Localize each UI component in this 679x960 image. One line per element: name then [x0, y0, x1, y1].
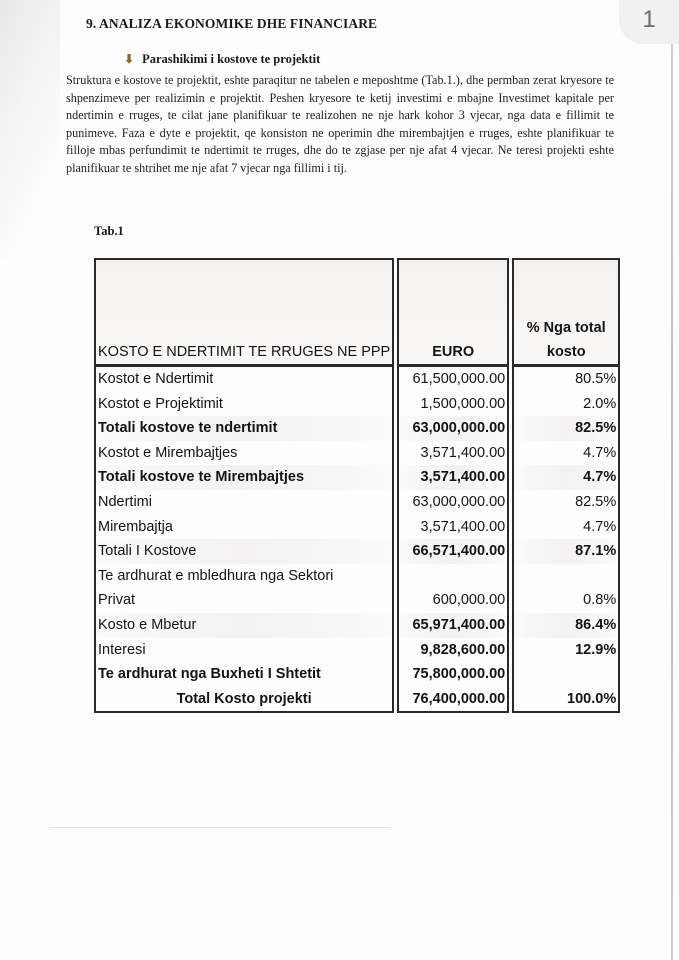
table-row: Privat 600,000.00 0.8% [94, 588, 620, 613]
table-row: Te ardhurat nga Buxheti I Shtetit 75,800,000.00 [94, 662, 620, 687]
table-row: Totali kostove te Mirembajtjes 3,571,400.00 4.7% [94, 465, 620, 490]
table-row: Kosto e Mbetur 65,971,400.00 86.4% [94, 613, 620, 638]
table-label: Tab.1 [94, 224, 124, 238]
page-curl-shadow [0, 0, 60, 260]
table-row: Totali I Kostove 66,571,400.00 87.1% [94, 539, 620, 564]
body-paragraph: Struktura e kostove te projektit, eshte paraqitur ne tabelen e meposhtme (Tab.1.), dhe permban zerat kryesore te shpenzimeve per realizimin e projektit. Peshen kryesore te ketij investimi e mbajne Investimet kapitale per ndertimin e rruges, te cilat jane planifikuar te realizohen ne nje hark kohor 3 vjecar, nga data e fillimit te punimeve. Faza e dyte e projektit, qe konsiston ne operimin dhe mirembajtjen e rruges, eshte planifikuar te filloje mbas perfundimit te ndertimit te rruges, dhe do te zgjase per nje afat 4 vjecar. Ne teresi projekti eshte planifikuar te shtrihet me nje afat 7 vjecar nga fillimi i tij. [66, 73, 614, 175]
table-row: Totali kostove te ndertimit 63,000,000.00 82.5% [94, 416, 620, 441]
subsection-heading [124, 52, 320, 67]
table-row: Kostot e Mirembajtjes 3,571,400.00 4.7% [94, 441, 620, 466]
table-row: Interesi 9,828,600.00 12.9% [94, 638, 620, 663]
header-euro: EURO [397, 258, 509, 367]
footer-divider [50, 827, 390, 828]
table-total-row: Total Kosto projekti 76,400,000.00 100.0% [94, 687, 620, 714]
section-heading: 9. ANALIZA EKONOMIKE DHE FINANCIARE [86, 16, 378, 31]
table-header-row [94, 258, 620, 367]
page-number-badge: 1 [619, 0, 679, 44]
table-row: Mirembajtja 3,571,400.00 4.7% [94, 515, 620, 540]
table-row: Te ardhurat e mbledhura nga Sektori [94, 564, 620, 589]
subsection-title: Parashikimi i kostove te projektit [142, 52, 321, 66]
header-percent: % Nga total kosto [512, 258, 620, 367]
header-cost-category: KOSTO E NDERTIMIT TE RRUGES NE PPP [94, 258, 394, 367]
table-row: Ndertimi 63,000,000.00 82.5% [94, 490, 620, 515]
table-row: Kostot e Ndertimit 61,500,000.00 80.5% [94, 367, 620, 392]
table-row: Kostot e Projektimit 1,500,000.00 2.0% [94, 392, 620, 417]
arrow-down-bullet-icon: ⬇ [124, 52, 135, 66]
page-edge [671, 40, 673, 960]
cost-table [94, 258, 620, 713]
